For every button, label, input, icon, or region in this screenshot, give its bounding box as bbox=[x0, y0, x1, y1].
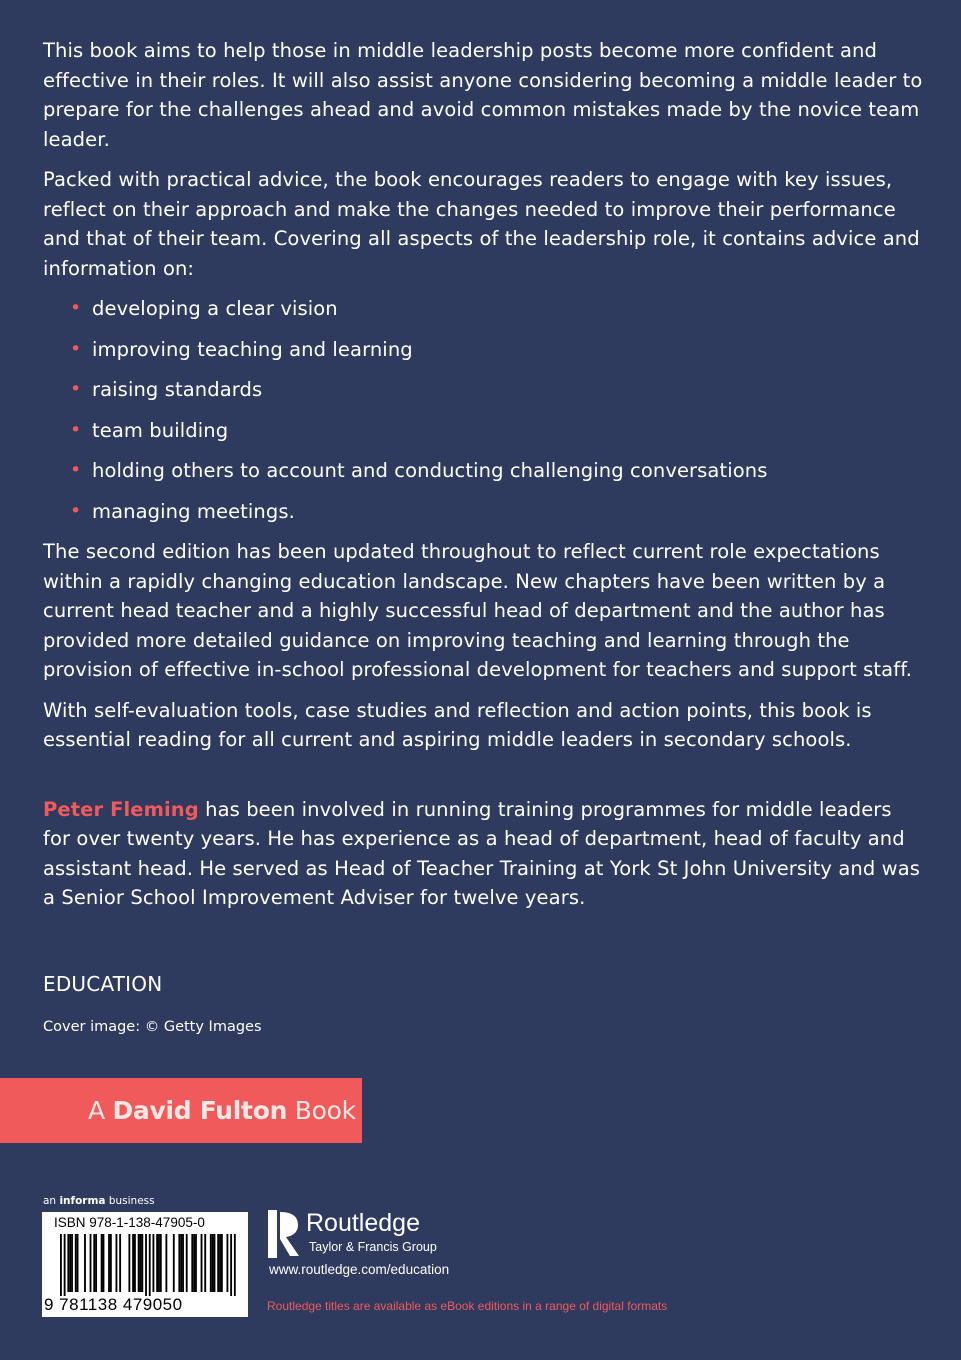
isbn-label: ISBN 978-1-138-47905-0 bbox=[54, 1215, 205, 1230]
barcode-bar bbox=[191, 1234, 193, 1292]
barcode-bar bbox=[60, 1234, 62, 1296]
informa-business-label: an informa business bbox=[43, 1195, 155, 1207]
bullet-icon: • bbox=[70, 499, 82, 522]
barcode-bar bbox=[180, 1234, 182, 1292]
barcode-bar bbox=[227, 1234, 229, 1292]
barcode-bar bbox=[145, 1234, 147, 1296]
barcode-bar bbox=[77, 1234, 79, 1292]
barcode-bar bbox=[234, 1234, 236, 1296]
barcode-bar bbox=[101, 1234, 103, 1292]
barcode-bar bbox=[103, 1234, 105, 1292]
barcode-bar bbox=[140, 1234, 142, 1292]
barcode-bar bbox=[84, 1234, 86, 1292]
barcode-bar bbox=[193, 1234, 195, 1292]
bullet-icon: • bbox=[70, 378, 82, 400]
barcode-bar bbox=[221, 1234, 223, 1292]
barcode-bar bbox=[182, 1234, 184, 1292]
cover-image-credit: Cover image: © Getty Images bbox=[43, 1019, 262, 1035]
author-bio-text: has been involved in running training programmes for middle leaders for over twenty years. He has experience as a head of department, head of faculty and assistant head. He served as Head of Teacher Training at York St John University and was a Senior School Improvement Adviser for twelve years. bbox=[43, 797, 921, 909]
barcode-bar bbox=[186, 1234, 188, 1292]
bullet-icon: • bbox=[70, 337, 82, 360]
publisher-name: Routledge bbox=[306, 1209, 420, 1237]
isbn-barcode-box bbox=[42, 1212, 248, 1317]
imprint-banner bbox=[0, 1078, 362, 1143]
publisher-group: Taylor & Francis Group bbox=[309, 1240, 437, 1254]
bullet-icon: • bbox=[70, 418, 82, 441]
barcode-bar bbox=[156, 1234, 158, 1292]
barcode-bar bbox=[204, 1234, 206, 1292]
back-cover-copy bbox=[43, 36, 923, 924]
list-item: • managing meetings. bbox=[70, 497, 923, 527]
barcode-bar bbox=[69, 1234, 71, 1292]
barcode-bar bbox=[67, 1234, 69, 1292]
barcode-bar bbox=[149, 1234, 151, 1296]
barcode-bar bbox=[141, 1234, 143, 1292]
barcode-bar bbox=[230, 1234, 232, 1296]
list-item: • team building bbox=[70, 416, 923, 446]
barcode-bar bbox=[138, 1234, 140, 1292]
blurb-paragraph-2: Packed with practical advice, the book encourages readers to engage with key issues, reflect on their approach and make the changes needed to improve their performance and that of their team. Covering all aspects of the leadership role, it contains advice and information on: bbox=[43, 168, 920, 280]
blurb-paragraph-3: The second edition has been updated throughout to reflect current role expectations within a rapidly changing education landscape. New chapters have been written by a current head teacher and a highly successful head of department and the author has provided more detailed guidance on improving teaching and learning through the provision of effective in-school professional development for teachers and support staff. bbox=[43, 540, 913, 681]
blurb-paragraph-1: This book aims to help those in middle leadership posts become more confident and effective in their roles. It will also assist anyone considering becoming a middle leader to prepare for the challenges ahead and avoid common mistakes made by the novice team leader. bbox=[43, 39, 923, 151]
list-item: • raising standards bbox=[70, 375, 923, 405]
barcode-bar bbox=[116, 1234, 118, 1292]
barcode-bar bbox=[128, 1234, 130, 1292]
barcode-bar bbox=[178, 1234, 180, 1292]
ebook-availability-note: Routledge titles are available as eBook editions in a range of digital formats bbox=[267, 1299, 668, 1313]
list-item: • holding others to account and conducting challenging conversations bbox=[70, 456, 923, 486]
barcode-bar bbox=[201, 1234, 203, 1292]
barcode-bar bbox=[158, 1234, 160, 1292]
barcode-bar bbox=[214, 1234, 216, 1292]
author-bio bbox=[43, 795, 923, 913]
blurb-paragraph-4: With self-evaluation tools, case studies and reflection and action points, this book is essential reading for all current and aspiring middle leaders in secondary schools. bbox=[43, 698, 872, 751]
barcode-bar bbox=[119, 1234, 121, 1292]
barcode-bar bbox=[110, 1234, 112, 1292]
barcode-bar bbox=[217, 1234, 219, 1292]
barcode-bar bbox=[153, 1234, 155, 1292]
barcode-bar bbox=[93, 1234, 95, 1292]
barcode-bar bbox=[165, 1234, 167, 1292]
publisher-url[interactable]: www.routledge.com/education bbox=[269, 1262, 450, 1277]
barcode-bar bbox=[212, 1234, 214, 1292]
barcode-bar bbox=[173, 1234, 175, 1292]
barcode-bar bbox=[108, 1234, 110, 1292]
barcode-bar bbox=[132, 1234, 134, 1292]
barcode-icon bbox=[44, 1234, 246, 1296]
list-item: • improving teaching and learning bbox=[70, 335, 923, 365]
barcode-bar bbox=[210, 1234, 212, 1292]
barcode-bar bbox=[160, 1234, 162, 1292]
barcode-bar bbox=[75, 1234, 77, 1292]
author-name: Peter Fleming bbox=[43, 797, 199, 821]
routledge-logo-icon bbox=[268, 1210, 300, 1258]
imprint-logo: A David Fulton Book bbox=[88, 1096, 356, 1125]
barcode-digits: 9 781138 479050 bbox=[44, 1295, 183, 1314]
barcode-bar bbox=[134, 1234, 136, 1292]
barcode-bar bbox=[95, 1234, 97, 1292]
barcode-bar bbox=[90, 1234, 92, 1292]
topic-list bbox=[43, 294, 923, 526]
bullet-icon: • bbox=[70, 459, 82, 481]
list-item: • developing a clear vision bbox=[70, 294, 923, 324]
barcode-bar bbox=[219, 1234, 221, 1292]
barcode-bar bbox=[64, 1234, 66, 1296]
barcode-bar bbox=[71, 1234, 73, 1292]
barcode-bar bbox=[195, 1234, 197, 1292]
bullet-icon: • bbox=[70, 297, 82, 319]
subject-category: EDUCATION bbox=[43, 972, 163, 996]
